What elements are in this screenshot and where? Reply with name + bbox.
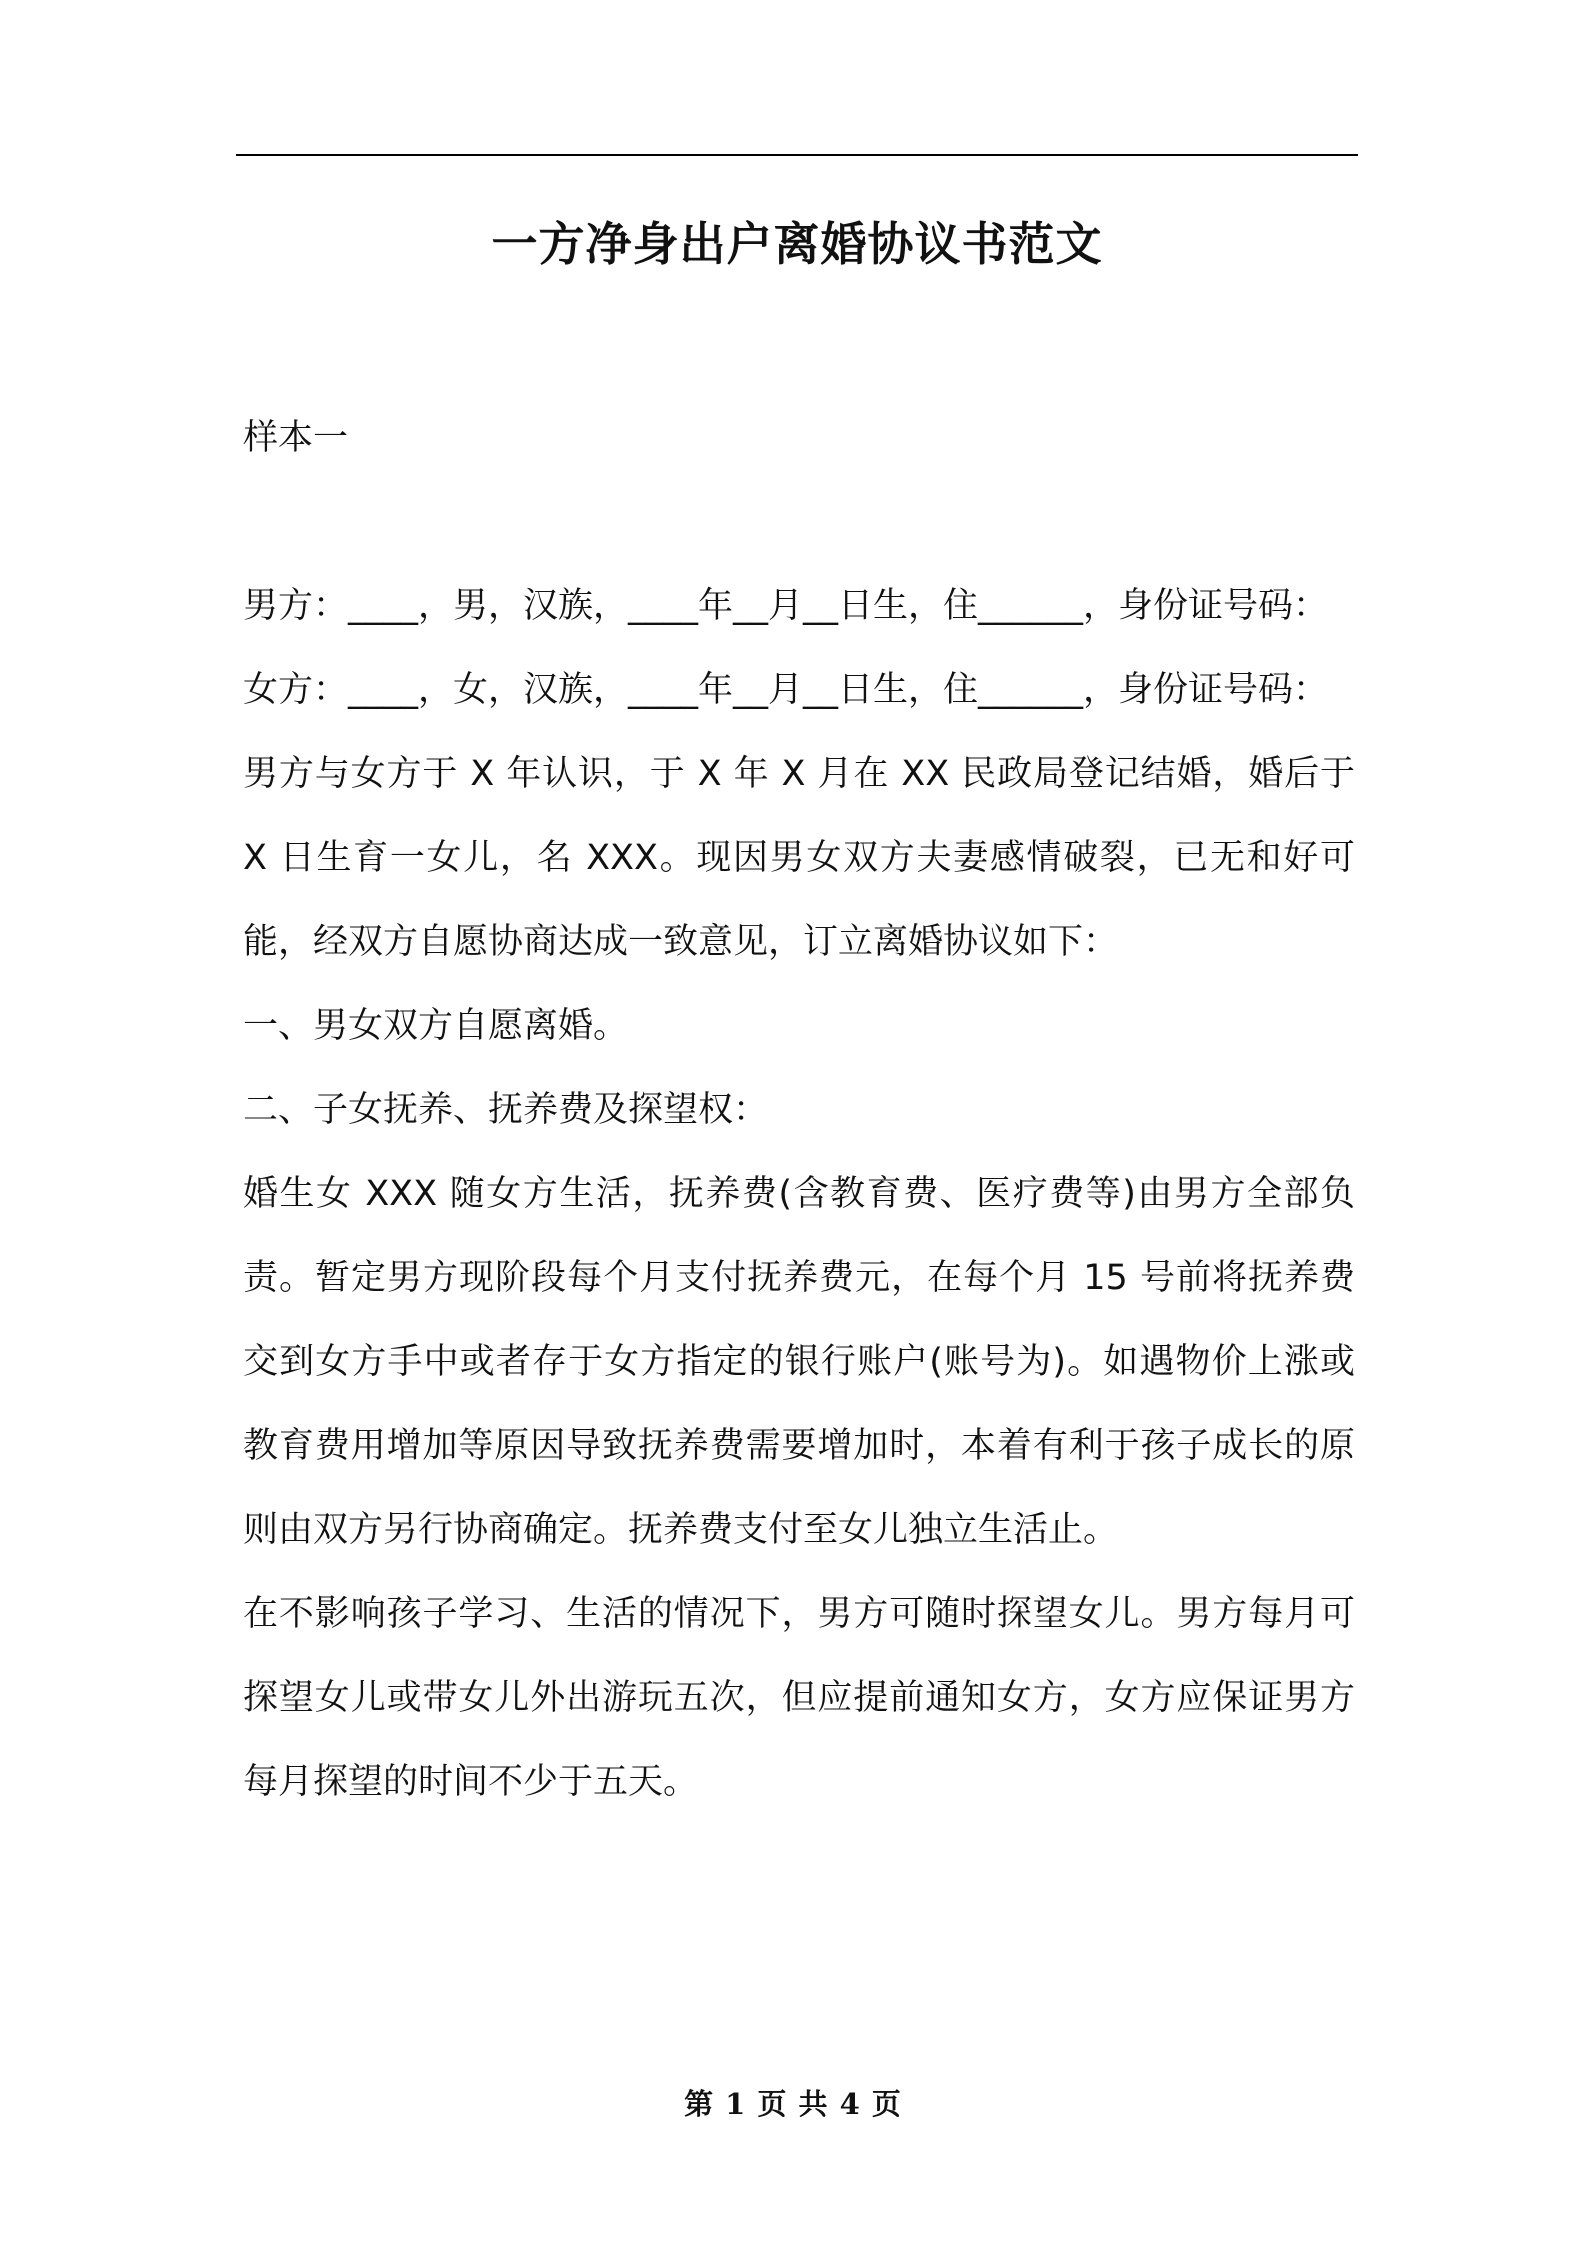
clause-1-heading: 一、男女双方自愿离婚。 [243,1006,629,1046]
paragraph-visitation: 在不影响孩子学习、生活的情况下，男方可随时探望女儿。男方每月可探望女儿或带女儿外出游玩五次，但应提前通知女方，女方应保证男方每月探望的时间不少于五天。 [243,1594,1355,1802]
clause-2-heading: 二、子女抚养、抚养费及探望权： [243,1090,769,1130]
paragraph-female-party: 女方：____，女，汉族，____年__月__日生，住______，身份证号码： [243,670,1329,710]
paragraph-background: 男方与女方于 X 年认识，于 X 年 X 月在 XX 民政局登记结婚，婚后于 X 日生育一女儿，名 XXX。现因男女双方夫妻感情破裂，已无和好可能，经双方自愿协商达成一致意见，订立离婚协议如下： [243,754,1355,962]
sample-label: 样本一 [243,418,349,458]
document-title: 一方净身出户离婚协议书范文 [491,217,1103,271]
paragraph-child-support: 婚生女 XXX 随女方生活，抚养费(含教育费、医疗费等)由男方全部负责。暂定男方现阶段每个月支付抚养费元，在每个月 15 号前将抚养费交到女方手中或者存于女方指定的银行账户(账号为)。如遇物价上涨或教育费用增加等原因导致抚养费需要增加时，本着有利于孩子成长的原则由双方另行协商确定。抚养费支付至女儿独立生活止。 [243,1174,1355,1550]
paragraph-male-party: 男方：____，男，汉族，____年__月__日生，住______，身份证号码： [243,586,1329,626]
document-body [243,564,1355,1824]
page-indicator: 第 1 页 共 4 页 [684,2087,902,2121]
header-rule [236,154,1358,156]
